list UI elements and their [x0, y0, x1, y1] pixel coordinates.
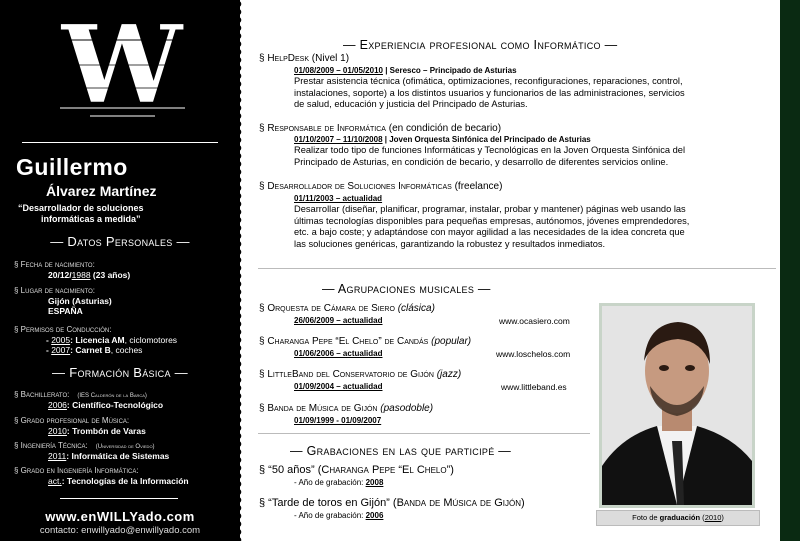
divider: [258, 268, 776, 269]
edu-3-year[interactable]: 2011: [48, 451, 67, 461]
place-city: Gijón (Asturias): [48, 296, 112, 306]
divider: [258, 433, 590, 434]
rec-2-year: - Año de grabación: 2006: [294, 511, 384, 520]
divider: [60, 498, 178, 499]
exp-3-title: § Desarrollador de Soluciones Informáticas (freelance): [259, 181, 503, 192]
music-header: — Agrupaciones musicales —: [322, 282, 491, 296]
edu-4-label: § Grado en Ingeniería Informática:: [14, 466, 139, 475]
contact-email[interactable]: contacto: enwillyado@enwillyado.com: [39, 525, 201, 536]
slogan-line-2: informáticas a medida”: [41, 214, 141, 224]
exp-2-title: § Responsable de Informática (en condición de becario): [259, 123, 502, 134]
music-1-dates: 26/06/2009 – actualidad: [294, 316, 383, 325]
exp-2-desc: Realizar todo tipo de funciones Informáticas y Tecnológicas en la Joven Orquesta Sinfónica del Principado de Asturias, en condición de becario, y desarrollo de diferentes servicios online.: [294, 145, 686, 167]
license-label: § Permisos de Conducción:: [14, 325, 112, 334]
exp-1-desc: Prestar asistencia técnica (ofimática, optimizaciones, reconfiguraciones, reparaciones, control, instalaciones, soporte) a los distintos usuarios y funcionarios de las administraciones, servicios de salud, educación y justicia del Principado de Asturias.: [294, 76, 685, 109]
recordings-header: — Grabaciones en las que participé —: [290, 444, 512, 458]
rec-1-title: § “50 años” (Charanga Pepe “El Chelo”): [259, 464, 454, 476]
music-4-dates: 01/09/1999 - 01/09/2007: [294, 416, 382, 425]
license-2-year[interactable]: 2007: [51, 345, 71, 355]
edu-1-label: § Bachillerato: (IES Calderón de la Barca): [14, 390, 147, 399]
personal-data-header: — Datos Personales —: [50, 234, 190, 249]
place-country: ESPAÑA: [48, 306, 83, 316]
exp-1-title: § HelpDesk (Nivel 1): [259, 53, 350, 64]
svg-text:W: W: [61, 10, 183, 125]
edu-1-year[interactable]: 2006: [48, 400, 67, 410]
license-1-year[interactable]: 2005: [51, 335, 71, 345]
photo-caption: Foto de graduación (2010): [596, 510, 760, 526]
name-first: Guillermo: [16, 154, 128, 180]
sidebar: [0, 0, 240, 541]
edu-2-label: § Grado profesional de Música:: [14, 416, 130, 425]
right-scalloped-edge: [776, 0, 784, 541]
w-logo: [60, 10, 185, 125]
place-label: § Lugar de nacimiento:: [14, 286, 96, 295]
music-4-title: § Banda de Música de Gijón (pasodoble): [259, 403, 434, 414]
exp-3-desc: Desarrollar (diseñar, planificar, programar, instalar, probar y mantener) páginas web usando las últimas tecnologías disponibles para pequeñas empresas, autónomos, jóvenes emprendedores, etc. a bajo coste; y adaptándose con mayor agilidad a las necesidades de la idea concreta que las soluciones genéricas, garantizando la robustez y resultados inmediatos.: [294, 204, 690, 249]
education-header: — Formación Básica —: [52, 365, 188, 380]
name-last: Álvarez Martínez: [46, 183, 157, 199]
music-1-url[interactable]: www.ocasiero.com: [499, 316, 570, 326]
music-3-url[interactable]: www.littleband.es: [501, 382, 567, 392]
website-link[interactable]: www.enWILLYado.com: [45, 509, 195, 524]
profile-photo: [599, 303, 755, 508]
exp-3-dates: 01/11/2003 – actualidad: [294, 194, 383, 203]
edu-4-year[interactable]: act.: [48, 476, 62, 486]
edu-1-value: 2006: Científico-Tecnológico: [48, 400, 164, 410]
music-3-dates: 01/09/2004 – actualidad: [294, 382, 383, 391]
edu-3-value: 2011: Informática de Sistemas: [48, 451, 170, 461]
birth-year-link[interactable]: 1988: [71, 270, 91, 280]
birth-label: § Fecha de nacimiento:: [14, 260, 95, 269]
birth-value: 20/12/1988 (23 años): [48, 270, 131, 280]
license-2: - 2007: Carnet B, coches: [46, 345, 143, 355]
music-2-title: § Charanga Pepe “El Chelo” de Candás (popular): [259, 336, 472, 347]
exp-2-dates: 01/10/2007 – 11/10/2008 | Joven Orquesta Sinfónica del Principado de Asturias: [294, 135, 591, 144]
license-1: - 2005: Licencia AM, ciclomotores: [46, 335, 178, 345]
slogan: [18, 203, 144, 225]
rec-2-title: § “Tarde de toros en Gijón” (Banda de Música de Gijón): [259, 497, 525, 509]
music-2-url[interactable]: www.loschelos.com: [496, 349, 571, 359]
experience-header: — Experiencia profesional como Informático —: [343, 38, 618, 52]
music-2-dates: 01/06/2006 – actualidad: [294, 349, 383, 358]
music-1-title: § Orquesta de Cámara de Siero (clásica): [259, 303, 435, 314]
divider: [22, 142, 218, 143]
rec-1-year: - Año de grabación: 2008: [294, 478, 384, 487]
edu-4-value: act.: Tecnologías de la Información: [48, 476, 189, 486]
exp-1-dates: 01/08/2009 – 01/05/2010 | Seresco – Principado de Asturias: [294, 66, 517, 75]
music-3-title: § LittleBand del Conservatorio de Gijón (jazz): [259, 369, 462, 380]
edu-3-label: § Ingeniería Técnica: (Universidad de Oviedo): [14, 441, 155, 450]
edu-2-value: 2010: Trombón de Varas: [48, 426, 146, 436]
scalloped-edge: [238, 0, 246, 541]
slogan-line-1: “Desarrollador de soluciones: [18, 203, 144, 213]
edu-2-year[interactable]: 2010: [48, 426, 67, 436]
